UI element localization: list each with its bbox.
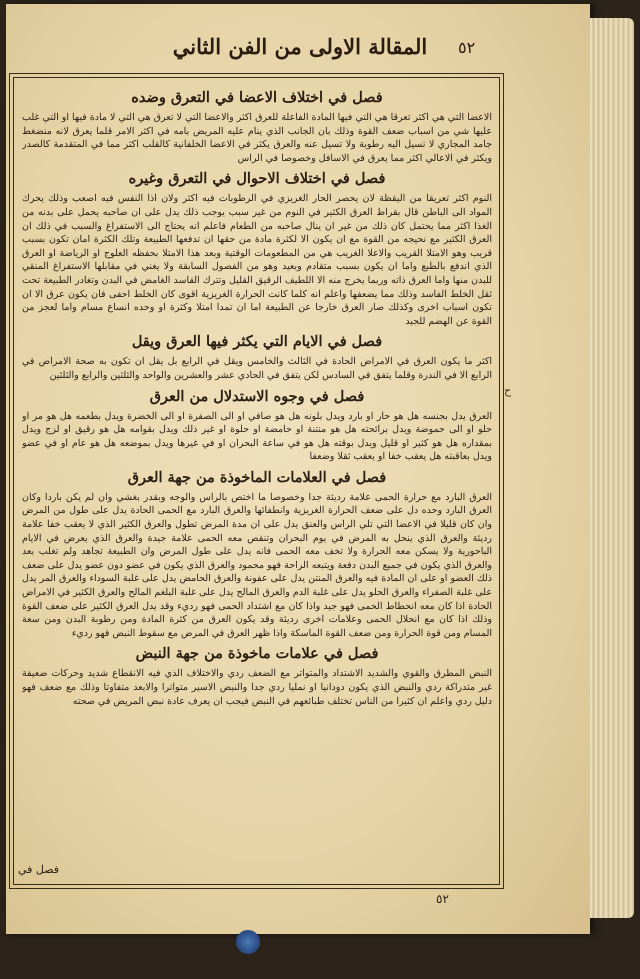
section-heading: فصل في وجوه الاستدلال من العرق <box>149 387 365 405</box>
main-text <box>22 84 492 874</box>
section-paragraph: اكثر ما يكون العرق في الامراض الحادة في الثالث والخامس ويقل في الرابع بل يقل ان تكون به صحة الامراض في الرابع الا في الندرة وقلما يتفق في السادس لكن يتفق في الحادي عشر والعشرين والواحد والثلثين والرابع والثلثين <box>22 356 492 381</box>
section-heading: فصل في العلامات الماخوذة من جهة العرق <box>127 468 387 486</box>
footer-page-number: ٥٢ <box>436 892 449 906</box>
page-edges <box>590 18 634 918</box>
section-paragraph: النبض المطرق والقوي والشديد الاشتداد والمتواتر مع الضعف ردي والاختلاف الذي فيه الانقطاع شديد وحركات ضعيفة غير متدراكة ردي والنبض الذي يكون دودانيا او نمليا ردي جدا والنبض الاسير متواترا والابعد متفاوتا وذلك مع ضعف فهو دليل ردي واعلم ان كثيرا من الناس تختلف طبائعهم في النبض فيجب ان يعرف عادة نبض المريض في صحته <box>22 668 492 707</box>
section-heading: فصل في الايام التي يكثر فيها العرق ويقل <box>131 333 383 351</box>
section-heading: فصل في اختلاف الاحوال في التعرق وغيره <box>128 170 386 188</box>
section-paragraph: العرق البارد مع حرارة الحمى علامة رديئة جدا وخصوصا ما اختص بالراس والوجه وبقدر بغشي وان لم يكن باردا وكان العرق البارد وحده دل على ضعف الحرارة الغريزية وانطفائها والعرق البارد مع الحمى الحادة يدل على طول من المرض وان كان قليلا في الاعضا التي تلي الراس والعنق يدل على ان مدة المرض تطول والعرق الكثير الذي لا يعقب خفا علامة رديئة والعرق الذي ينحل به المرض في يوم البحران وتنقص معه الحمى علامة جيدة والعرق الذي يعرض في الايام الباحورية ولا يسكن معه الحرارة ولا تخف معه الحمى فانه يدل على طول المرض وان الطبيعة تجاهد ولم تغلب بعد والعرق الذي يكون في جميع البدن دفعة ويتبعه الراحة فهو محمود والعرق الذي يكون في عضو دون عضو يدل على ضعف ذلك العضو او على ان المادة فيه والعرق المنتن يدل على عفونة والعرق الحامض يدل على غلبة السوداء والعرق المر يدل على غلبة الصفراء والعرق الحلو يدل على غلبة الدم والعرق المالح يدل على غلبة البلغم المالح والعرق الكثير في الامراض الحادة اذا كان معه انحطاط الحمى فهو جيد واذا كان مع اشتداد الحمى فهو رديء وقد يدل العرق الكثير على ضعف القوة وذلك اذا كان مع انحلال الحمى وعلامات اخرى رديئة وقد يكون العرق من كثرة المادة ومن رطوبة البدن ومن سعة المسام ومن قوة الحرارة ومن ضعف القوة الماسكة واذا ظهر العرق في المرض مع سقوط النبض فهو رديء <box>22 491 492 639</box>
library-stamp <box>236 930 260 954</box>
running-head <box>40 26 560 66</box>
section-paragraph: الاعضا التي هي اكثر تعرقا هي التي فيها المادة الفاعلة للعرق اكثر والاعضا التي لا تعرق هي التي لا مادة فيها او التي غلب عليها شي من اسباب ضعف القوة وذلك بان الجانب الذي ينام عليه المريض بامه في اكثر الامر قلما يعرق لانه منضغط جامد المجاري لا تسيل اليه رطوبة ولا تسيل عنه والعرق يكثر في الاعضا الخلفانية كالقلب اكثر مما في المتقدمة كالصدر ويكثر في الاعالي اكثر مما يعرق في الاسافل وخصوصا في الراس <box>22 112 492 164</box>
section-heading: فصل في اختلاف الاعضا في التعرق وضده <box>131 89 383 106</box>
section-heading: فصل في علامات ماخوذة من جهة النبض <box>135 645 379 663</box>
margin-note: ح <box>504 384 512 397</box>
catchword: فصل في <box>18 863 60 876</box>
section-paragraph: العرق يدل بجنسه هل هو حار او بارد ويدل بلونه هل هو صافي او الى الصفرة او الى الخضرة ويدل بطعمه هل هو مر او حلو او الى حموضة ويدل برائحته هل هو منتنة او حامضة او حلوة او غير ذلك ويدل بقوامه هل هو رقيق او لزج ويدل بمقداره هل هو كثير او قليل ويدل بوقته هل هو في ساعة البحران او في غيرها ويدل بموضعه هل هو عام او في عضو ويدل بعاقبته هل يعقب خفا او يعقب ثقلا وضعفا <box>22 410 492 463</box>
section-paragraph: النوم اكثر تعريقا من اليقظة لان يحصر الحار الغريزي في الرطوبات فيه اكثر ولان اذا النفس فيه اصعب وذلك يحرك المواد الى الباطن قال بقراط العرق الكثير في النوم من غير سبب يوجب ذلك يدل على ان صاحبه يحمل على بدنه من الغذا اكثر مما يحتمل كان ذلك من غير ان ينال صاحبه من الطعام فاعلم انه يحتاج الى الاستفراغ والسبب في ذلك ان العرق الكثير مع نحيجه من القوة مع ان يكون الا لكثرة مادة من حقها ان تدفعها الطبيعة وتلك الكثرة امان تكون بسبب قريب وهو الامتلا القريب والاعلا الغريب هي من المطعومات الوقتية وبعد هذا الامتلا بحفظه العلوج او الرياضة او العرق الذي اندفع بالطبع واما ان يكون بسبب متقادم وبعيد وهو من الفصول السابقة ولا يغني في مقابلها الاستفراغ المنقي للبدن منها واما العرق ذاته وربما يخرج منه الا اللطيف الرقيق القليل وتترك القاسد الغامض في البدن وتغادر الطبيعة تحت ثقل الخلط الفاسد وذلك مما يضعفها واعلم انه كلما كانت الحرارة الغريزية اقوى كان الخلط احفى فان يكون عرق الا ان تكون اسباب اخرى وكذلك صار العرق خارجا عن الطبيعة اما ان تمدا امتلا وكثرة او وحده انساع مسام واما لعجز من القوة عن الهضم للجيد <box>22 193 492 327</box>
page-number: ٥٢ <box>458 38 476 57</box>
running-title: المقالة الاولى من الفن الثاني <box>172 34 428 59</box>
